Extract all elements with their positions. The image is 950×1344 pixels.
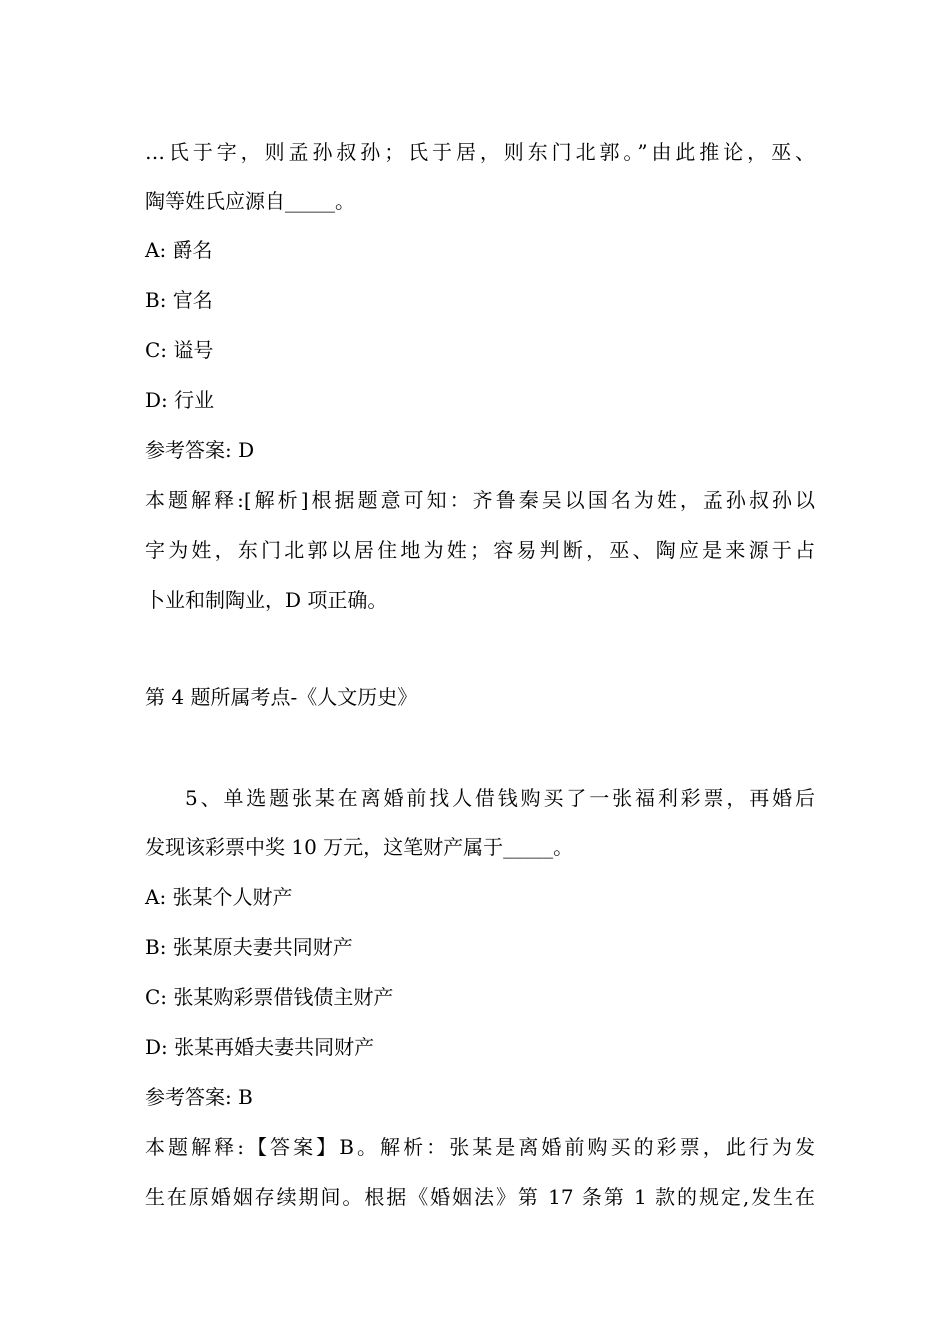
q4-topic: 第 4 题所属考点-《人文历史》 <box>145 685 418 709</box>
q4-option-a: A: 爵名 <box>145 238 213 262</box>
q5-explanation-line-2: 生在原婚姻存续期间。根据《婚姻法》第 17 条第 1 款的规定,发生在 <box>145 1185 815 1209</box>
q5-option-d: D: 张某再婚夫妻共同财产 <box>145 1035 375 1059</box>
q4-option-b: B: 官名 <box>145 288 213 312</box>
q4-option-d: D: 行业 <box>145 388 215 412</box>
q5-explanation-line-1: 本题解释:【答案】B。解析：张某是离婚前购买的彩票，此行为发 <box>145 1135 815 1159</box>
q5-answer: 参考答案: B <box>145 1085 253 1109</box>
q4-stem-line-1: …氏于字，则孟孙叔孙；氏于居，则东门北郭。”由此推论，巫、 <box>145 140 815 164</box>
q4-explanation-line-2: 字为姓，东门北郭以居住地为姓；容易判断，巫、陶应是来源于占 <box>145 538 815 562</box>
q4-explanation-line-1: 本题解释:[解析]根据题意可知：齐鲁秦吴以国名为姓，孟孙叔孙以 <box>145 488 815 512</box>
q4-option-c: C: 谥号 <box>145 338 214 362</box>
q4-explanation-line-3: 卜业和制陶业，D 项正确。 <box>145 588 388 612</box>
q5-stem-line-1: 5、单选题张某在离婚前找人借钱购买了一张福利彩票，再婚后 <box>185 786 815 810</box>
q4-answer: 参考答案: D <box>145 438 255 462</box>
q5-option-a: A: 张某个人财产 <box>145 885 293 909</box>
q5-option-b: B: 张某原夫妻共同财产 <box>145 935 353 959</box>
q5-option-c: C: 张某购彩票借钱债主财产 <box>145 985 394 1009</box>
q5-stem-line-2: 发现该彩票中奖 10 万元，这笔财产属于_____。 <box>145 835 574 859</box>
q4-stem-line-2: 陶等姓氏应源自_____。 <box>145 189 355 213</box>
